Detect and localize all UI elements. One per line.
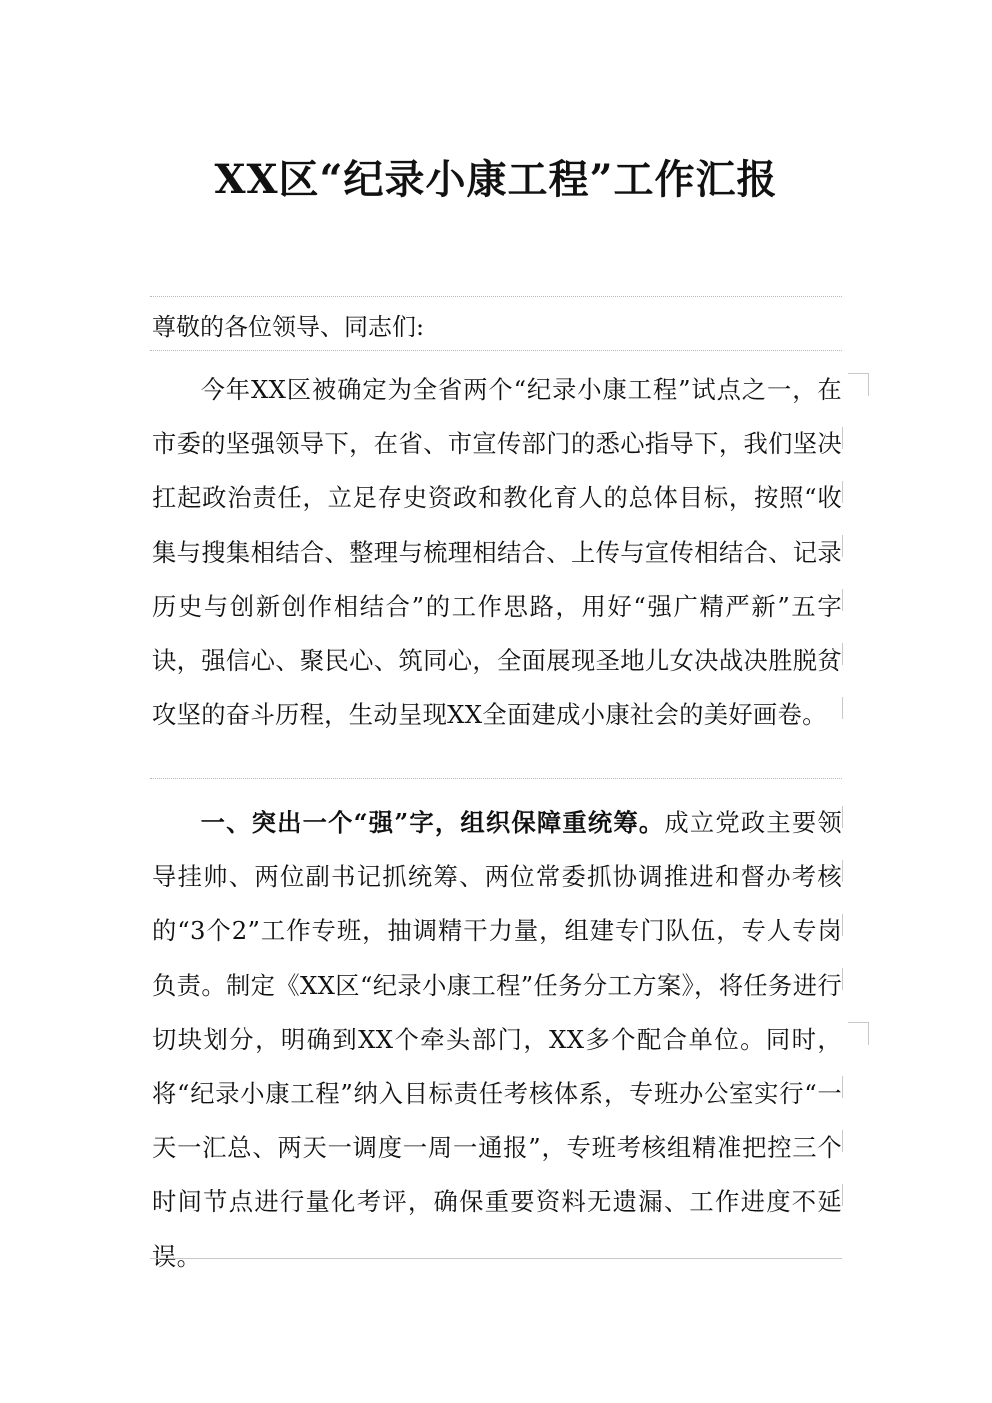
paragraph-boundary-top	[150, 296, 842, 297]
document-title: XX区“纪录小康工程”工作汇报	[214, 156, 778, 203]
paragraph-boundary-intro	[150, 778, 842, 779]
margin-marker	[842, 589, 863, 611]
margin-marker	[848, 373, 869, 396]
margin-marker	[848, 1022, 869, 1045]
salutation: 尊敬的各位领导、同志们:	[152, 313, 425, 341]
margin-marker	[842, 427, 863, 449]
margin-marker	[842, 481, 863, 503]
margin-marker	[842, 643, 863, 665]
paragraph-boundary-salutation	[150, 350, 842, 351]
margin-marker	[842, 968, 863, 990]
margin-marker	[842, 914, 863, 936]
section-1-heading: 一、突出一个“强”字，组织保障重统筹。	[200, 808, 665, 837]
margin-marker	[842, 860, 863, 882]
paragraph-intro	[152, 363, 842, 742]
paragraph-boundary-bottom	[150, 1258, 842, 1259]
margin-marker	[842, 1184, 863, 1206]
paragraph-section-1	[152, 796, 842, 1284]
margin-marker	[842, 1130, 863, 1152]
margin-marker	[842, 697, 863, 719]
margin-marker	[842, 806, 863, 828]
margin-marker	[842, 1076, 863, 1098]
paragraph-intro-body: 今年XX区被确定为全省两个“纪录小康工程”试点之一，在市委的坚强领导下，在省、市宣传部门的悉心指导下，我们坚决扛起政治责任，立足存史资政和教化育人的总体目标，按照“收集与搜集相结合、整理与梳理相结合、上传与宣传相结合、记录历史与创新创作相结合”的工作思路，用好“强广精严新”五字诀，强信心、聚民心、筑同心，全面展现圣地儿女决战决胜脱贫攻坚的奋斗历程，生动呈现XX全面建成小康社会的美好画卷。	[152, 375, 842, 730]
section-1-body: 成立党政主要领导挂帅、两位副书记抓统筹、两位常委抓协调推进和督办考核的“3个2”工作专班，抽调精干力量，组建专门队伍，专人专岗负责。制定《XX区“纪录小康工程”任务分工方案》，将任务进行切块划分，明确到XX个牵头部门，XX多个配合单位。同时，将“纪录小康工程”纳入目标责任考核体系，专班办公室实行“一天一汇总、两天一调度一周一通报”，专班考核组精准把控三个时间节点进行量化考评，确保重要资料无遗漏、工作进度不延误。	[152, 808, 842, 1271]
margin-marker	[842, 535, 863, 557]
